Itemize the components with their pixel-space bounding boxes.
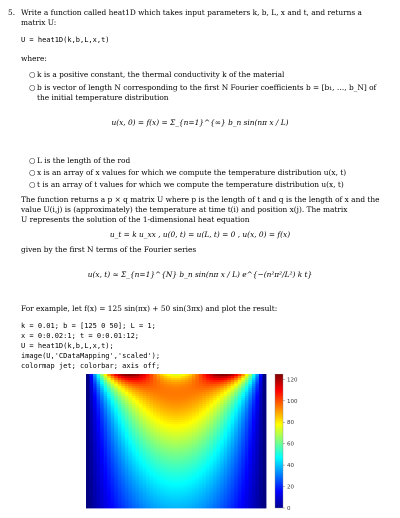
returns-line-3: U represents the solution of the 1-dimensional heat equation <box>21 215 250 224</box>
heatmap-cell <box>90 506 94 508</box>
heatmap-cell <box>118 506 122 508</box>
heatmap-cell <box>157 506 161 508</box>
given-by-text: given by the first N terms of the Fourier series <box>21 245 197 254</box>
heatmap-cell <box>255 506 259 508</box>
bullet-x-text: x is an array of x values for which we compute the temperature distribution u(x, t) <box>37 168 347 177</box>
heatmap-cell <box>210 506 214 508</box>
heatmap-cell <box>185 506 189 508</box>
heatmap-cell <box>192 506 196 508</box>
heatmap-cell <box>245 506 249 508</box>
heatmap-cell <box>171 506 175 508</box>
heatmap-cell <box>93 506 97 508</box>
bullet-k-text: k is a positive constant, the thermal conductivity k of the material <box>37 70 285 79</box>
heatmap-cell <box>146 506 150 508</box>
bullet-t: ○ t is an array of t values for which we compute the temperature distribution u(x, t) <box>29 180 344 189</box>
code-line: U = heat1D(k,b,L,x,t); <box>21 342 114 350</box>
colorbar-tick-label: 100 <box>287 398 298 405</box>
heatmap-cell <box>206 506 210 508</box>
heatmap-cell <box>234 506 238 508</box>
heatmap-cell <box>164 506 168 508</box>
heatmap-cell <box>224 506 228 508</box>
heatmap-cell <box>213 506 217 508</box>
heatmap-cell <box>125 506 129 508</box>
code-line: x = 0:0.02:1; t = 0:0.01:12; <box>21 332 140 340</box>
heatmap-cell <box>231 506 235 508</box>
heatmap-cell <box>160 506 164 508</box>
heatmap-cell <box>150 506 154 508</box>
heatmap-cell <box>178 506 182 508</box>
intro-line-2: matrix U: <box>21 18 57 27</box>
colorbar-tick-label: 120 <box>287 377 298 384</box>
heatmap-cell <box>132 506 136 508</box>
heatmap-cell <box>97 506 101 508</box>
problem-number: 5. <box>8 8 16 17</box>
bullet-L-text: L is the length of the rod <box>37 156 131 165</box>
heatmap-cell <box>252 506 256 508</box>
returns-line-1: The function returns a p × q matrix U where p is the length of t and q is the length of x and the <box>21 195 380 204</box>
heatmap-cell <box>181 506 185 508</box>
heatmap-cell <box>104 506 108 508</box>
heatmap-image <box>86 374 266 508</box>
heatmap-cell <box>142 506 146 508</box>
heatmap-cell <box>135 506 139 508</box>
where-label: where: <box>21 54 47 63</box>
bullet-b-text-2: the initial temperature distribution <box>37 93 169 102</box>
colorbar-ticks <box>283 377 298 510</box>
heatmap-cell <box>262 506 266 508</box>
equation-initial: u(x, 0) = f(x) = Σ_{n=1}^{∞} b_n sin(nπ x / L) <box>111 118 289 127</box>
heatmap-cell <box>248 506 252 508</box>
colorbar-tick-label: 40 <box>287 463 294 470</box>
heatmap-figure <box>86 374 306 512</box>
returns-line-2: value U(i,j) is (approximately) the temperature at time t(i) and position x(j). The matrix <box>21 205 348 214</box>
bullet-x: ○ x is an array of x values for which we compute the temperature distribution u(x, t) <box>29 168 347 177</box>
heatmap-cell <box>220 506 224 508</box>
equation-heat: u_t = k u_xx , u(0, t) = u(L, t) = 0 , u(x, 0) = f(x) <box>109 230 291 239</box>
colorbar-tick-label: 60 <box>287 441 294 448</box>
heatmap-cell <box>128 506 132 508</box>
bullet-k: ○ k is a positive constant, the thermal conductivity k of the material <box>29 70 285 79</box>
code-line: image(U,'CDataMapping','scaled'); <box>21 352 161 360</box>
bullet-t-text: t is an array of t values for which we compute the temperature distribution u(x, t) <box>37 180 344 189</box>
heatmap-cell <box>153 506 157 508</box>
heatmap-cell <box>188 506 192 508</box>
colorbar-tick-label: 0 <box>287 506 291 510</box>
heatmap-cell <box>111 506 115 508</box>
colorbar <box>275 374 283 508</box>
bullet-b-text-1: b is vector of length N corresponding to the first N Fourier coefficients b = [b₁, …, b_N] of <box>37 83 377 92</box>
colorbar-tick-label: 80 <box>287 420 294 427</box>
heatmap-cell <box>107 506 111 508</box>
bullet-L: ○ L is the length of the rod <box>29 156 131 165</box>
heatmap-cell <box>227 506 231 508</box>
example-text: For example, let f(x) = 125 sin(πx) + 50 sin(3πx) and plot the result: <box>21 304 278 313</box>
heatmap-cell <box>241 506 245 508</box>
heatmap-cell <box>217 506 221 508</box>
function-signature: U = heat1D(k,b,L,x,t) <box>21 36 110 44</box>
heatmap-cell <box>139 506 143 508</box>
code-line: k = 0.01; b = [125 0 50]; L = 1; <box>21 322 156 330</box>
heatmap-cell <box>167 506 171 508</box>
heatmap-cell <box>114 506 118 508</box>
heatmap-cell <box>202 506 206 508</box>
heatmap-cell <box>100 506 104 508</box>
heatmap-cell <box>195 506 199 508</box>
heatmap-cell <box>259 506 263 508</box>
heatmap-cell <box>174 506 178 508</box>
colorbar-tick-label: 20 <box>287 484 294 491</box>
equation-series: u(x, t) ≈ Σ_{n=1}^{N} b_n sin(nπ x / L) e^{−(n²π²/L²) k t} <box>87 270 313 279</box>
heatmap-cell <box>86 506 90 508</box>
heatmap-cell <box>238 506 242 508</box>
code-line: colormap jet; colorbar; axis off; <box>21 362 161 370</box>
heatmap-svg <box>86 374 306 510</box>
intro-line-1: Write a function called heat1D which takes input parameters k, b, L, x and t, and returns a <box>21 8 362 17</box>
heatmap-cell <box>199 506 203 508</box>
bullet-b: ○ b is vector of length N corresponding to the first N Fourier coefficients b = [b₁, …, b_N] of <box>29 83 377 92</box>
heatmap-cell <box>121 506 125 508</box>
